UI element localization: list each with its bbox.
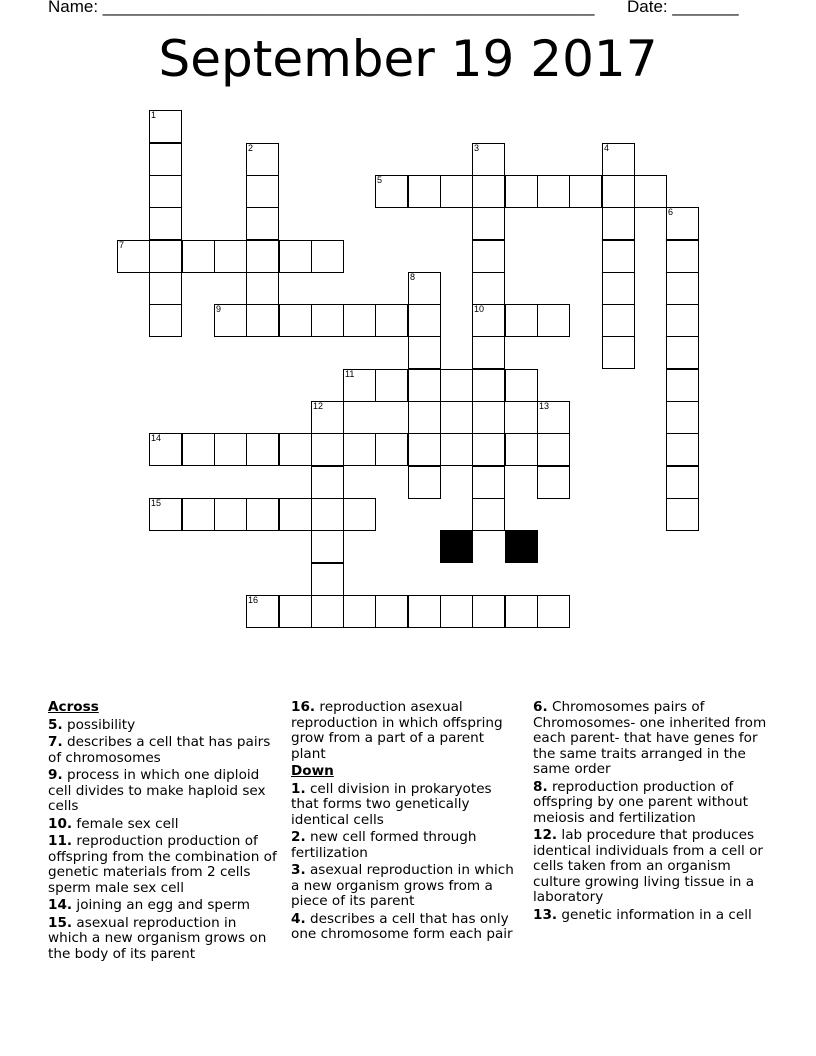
page-title: September 19 2017 [158, 30, 658, 88]
grid-cell[interactable] [311, 466, 344, 499]
grid-cell[interactable] [408, 369, 441, 402]
grid-cell[interactable] [472, 466, 505, 499]
grid-cell[interactable] [343, 498, 376, 531]
grid-cell[interactable] [602, 240, 635, 273]
grid-cell[interactable] [472, 272, 505, 305]
clue-across-14: 14. joining an egg and sperm [48, 897, 251, 913]
grid-cell[interactable] [149, 240, 182, 273]
clue-across-11: 11. reproduction production of offspring from the combination of genetic materials from 2 cells sperm male sex cell [48, 833, 277, 896]
down-heading: Down [291, 763, 334, 779]
grid-cell[interactable] [537, 304, 570, 337]
grid-cell[interactable] [149, 304, 182, 337]
grid-cell[interactable] [408, 595, 441, 628]
grid-cell[interactable] [214, 498, 247, 531]
clue-number-label: 4 [604, 143, 610, 153]
clue-down-2: 2. new cell formed through fertilization [291, 829, 477, 861]
grid-cell[interactable] [246, 143, 279, 176]
grid-cell[interactable] [149, 175, 182, 208]
grid-cell[interactable] [311, 498, 344, 531]
clue-number-label: 6 [668, 207, 674, 217]
clue-number-label: 7 [119, 240, 125, 250]
clue-down-4: 4. describes a cell that has only one chromosome form each pair [291, 910, 513, 942]
grid-cell[interactable] [182, 240, 215, 273]
grid-cell[interactable] [440, 433, 473, 466]
grid-cell[interactable] [472, 240, 505, 273]
grid-cell[interactable] [375, 304, 408, 337]
grid-cell[interactable] [408, 304, 441, 337]
clue-number-label: 15 [151, 498, 162, 508]
grid-cell[interactable] [602, 272, 635, 305]
grid-cell[interactable] [246, 175, 279, 208]
grid-cell[interactable] [472, 175, 505, 208]
clue-across-16: 16. reproduction asexual reproduction in which offspring grow from a part of a parent plant [291, 699, 503, 762]
grid-cell[interactable] [311, 530, 344, 563]
grid-cell[interactable] [279, 498, 312, 531]
grid-cell[interactable] [408, 466, 441, 499]
grid-cell[interactable] [472, 336, 505, 369]
grid-cell[interactable] [472, 143, 505, 176]
clue-number-label: 5 [377, 175, 383, 185]
clue-number-label: 11 [345, 369, 355, 379]
grid-cell[interactable] [182, 498, 215, 531]
clues-column-2 [291, 700, 523, 945]
clue-number-label: 13 [539, 401, 550, 411]
grid-cell[interactable] [634, 175, 667, 208]
grid-cell[interactable] [246, 433, 279, 466]
grid-cell[interactable] [311, 240, 344, 273]
grid-cell[interactable] [505, 595, 538, 628]
grid-cell[interactable] [666, 401, 699, 434]
grid-cell[interactable] [375, 369, 408, 402]
grid-cell[interactable] [279, 595, 312, 628]
grid-cell[interactable] [505, 369, 538, 402]
grid-cell[interactable] [246, 240, 279, 273]
grid-cell[interactable] [602, 207, 635, 240]
grid-cell[interactable] [440, 175, 473, 208]
grid-cell[interactable] [666, 240, 699, 273]
grid-cell[interactable] [279, 304, 312, 337]
grid-cell[interactable] [214, 240, 247, 273]
grid-cell[interactable] [375, 175, 408, 208]
grid-cell[interactable] [505, 433, 538, 466]
across-heading: Across [48, 699, 99, 715]
grid-cell[interactable] [666, 498, 699, 531]
grid-cell[interactable] [311, 433, 344, 466]
grid-cell[interactable] [343, 595, 376, 628]
grid-cell[interactable] [149, 207, 182, 240]
grid-cell[interactable] [279, 433, 312, 466]
grid-cell[interactable] [246, 207, 279, 240]
grid-cell[interactable] [537, 401, 570, 434]
grid-cell[interactable] [472, 207, 505, 240]
grid-cell[interactable] [472, 369, 505, 402]
grid-cell[interactable] [375, 595, 408, 628]
clue-down-13: 13. genetic information in a cell [533, 906, 752, 923]
clue-number-label: 1 [151, 110, 157, 120]
grid-cell[interactable] [214, 304, 247, 337]
grid-cell[interactable] [537, 433, 570, 466]
clue-number-label: 8 [410, 272, 416, 282]
grid-cell[interactable] [311, 401, 344, 434]
clue-down-6: 6. Chromosomes pairs of Chromosomes- one inherited from each parent- that have genes for the same traits arranged in the same order [533, 699, 767, 777]
grid-cell[interactable] [440, 369, 473, 402]
grid-cell[interactable] [408, 272, 441, 305]
grid-cell[interactable] [343, 433, 376, 466]
clue-down-12: 12. lab procedure that produces identical individuals from a cell or cells taken from an organism culture growing living tissue in a laboratory [533, 827, 763, 905]
date-field: Date: _______ [627, 0, 739, 16]
grid-cell[interactable] [182, 433, 215, 466]
clue-across-10: 10. female sex cell [48, 815, 179, 832]
clue-number-label: 2 [248, 143, 254, 153]
clue-number-label: 14 [151, 433, 162, 443]
grid-cell[interactable] [343, 304, 376, 337]
grid-cell[interactable] [246, 304, 279, 337]
grid-cell[interactable] [505, 304, 538, 337]
grid-cell[interactable] [537, 175, 570, 208]
grid-black-cell [505, 530, 538, 563]
clue-number-label: 16 [248, 595, 259, 605]
grid-cell[interactable] [246, 272, 279, 305]
grid-cell[interactable] [375, 433, 408, 466]
grid-cell[interactable] [602, 336, 635, 369]
grid-cell[interactable] [149, 498, 182, 531]
grid-cell[interactable] [666, 433, 699, 466]
grid-cell[interactable] [311, 595, 344, 628]
clue-down-8: 8. reproduction production of offspring by one parent without meiosis and fertilization [533, 778, 748, 826]
grid-cell[interactable] [472, 498, 505, 531]
grid-cell[interactable] [602, 175, 635, 208]
grid-cell[interactable] [408, 175, 441, 208]
grid-cell[interactable] [666, 304, 699, 337]
clue-across-7: 7. describes a cell that has pairs of chromosomes [48, 734, 271, 766]
grid-cell[interactable] [311, 563, 344, 596]
grid-cell[interactable] [149, 110, 182, 143]
grid-cell[interactable] [246, 498, 279, 531]
grid-cell[interactable] [408, 336, 441, 369]
grid-cell[interactable] [569, 175, 602, 208]
grid-cell[interactable] [472, 433, 505, 466]
grid-cell[interactable] [279, 240, 312, 273]
grid-cell[interactable] [666, 466, 699, 499]
grid-cell[interactable] [117, 240, 150, 273]
grid-cell[interactable] [666, 369, 699, 402]
clues-column-1 [48, 700, 280, 964]
grid-cell[interactable] [472, 401, 505, 434]
grid-cell[interactable] [666, 336, 699, 369]
grid-cell[interactable] [214, 433, 247, 466]
grid-cell[interactable] [472, 304, 505, 337]
grid-cell[interactable] [602, 143, 635, 176]
grid-cell[interactable] [537, 466, 570, 499]
clue-across-9: 9. process in which one diploid cell divides to make haploid sex cells [48, 767, 266, 814]
clue-number-label: 3 [474, 143, 480, 153]
grid-cell[interactable] [149, 143, 182, 176]
name-field: Name: ____________________________________________________ [48, 0, 595, 16]
clue-down-3: 3. asexual reproduction in which a new organism grows from a piece of its parent [291, 862, 514, 909]
grid-cell[interactable] [472, 595, 505, 628]
grid-cell[interactable] [408, 433, 441, 466]
clue-number-label: 9 [216, 304, 222, 314]
clue-across-5: 5. possibility [48, 716, 136, 733]
grid-cell[interactable] [666, 272, 699, 305]
clue-down-1: 1. cell division in prokaryotes that forms two genetically identical cells [291, 780, 492, 828]
grid-cell[interactable] [343, 369, 376, 402]
grid-cell[interactable] [537, 595, 570, 628]
grid-black-cell [440, 530, 473, 563]
clue-number-label: 12 [313, 401, 324, 411]
clue-number-label: 10 [474, 304, 485, 314]
grid-cell[interactable] [505, 175, 538, 208]
grid-cell[interactable] [602, 304, 635, 337]
grid-cell[interactable] [246, 595, 279, 628]
grid-cell[interactable] [311, 304, 344, 337]
grid-cell[interactable] [149, 272, 182, 305]
clues-column-3 [533, 700, 773, 925]
grid-cell[interactable] [440, 595, 473, 628]
clue-across-15: 15. asexual reproduction in which a new organism grows on the body of its parent [48, 914, 267, 962]
grid-cell[interactable] [408, 401, 441, 434]
grid-cell[interactable] [666, 207, 699, 240]
grid-cell[interactable] [149, 433, 182, 466]
